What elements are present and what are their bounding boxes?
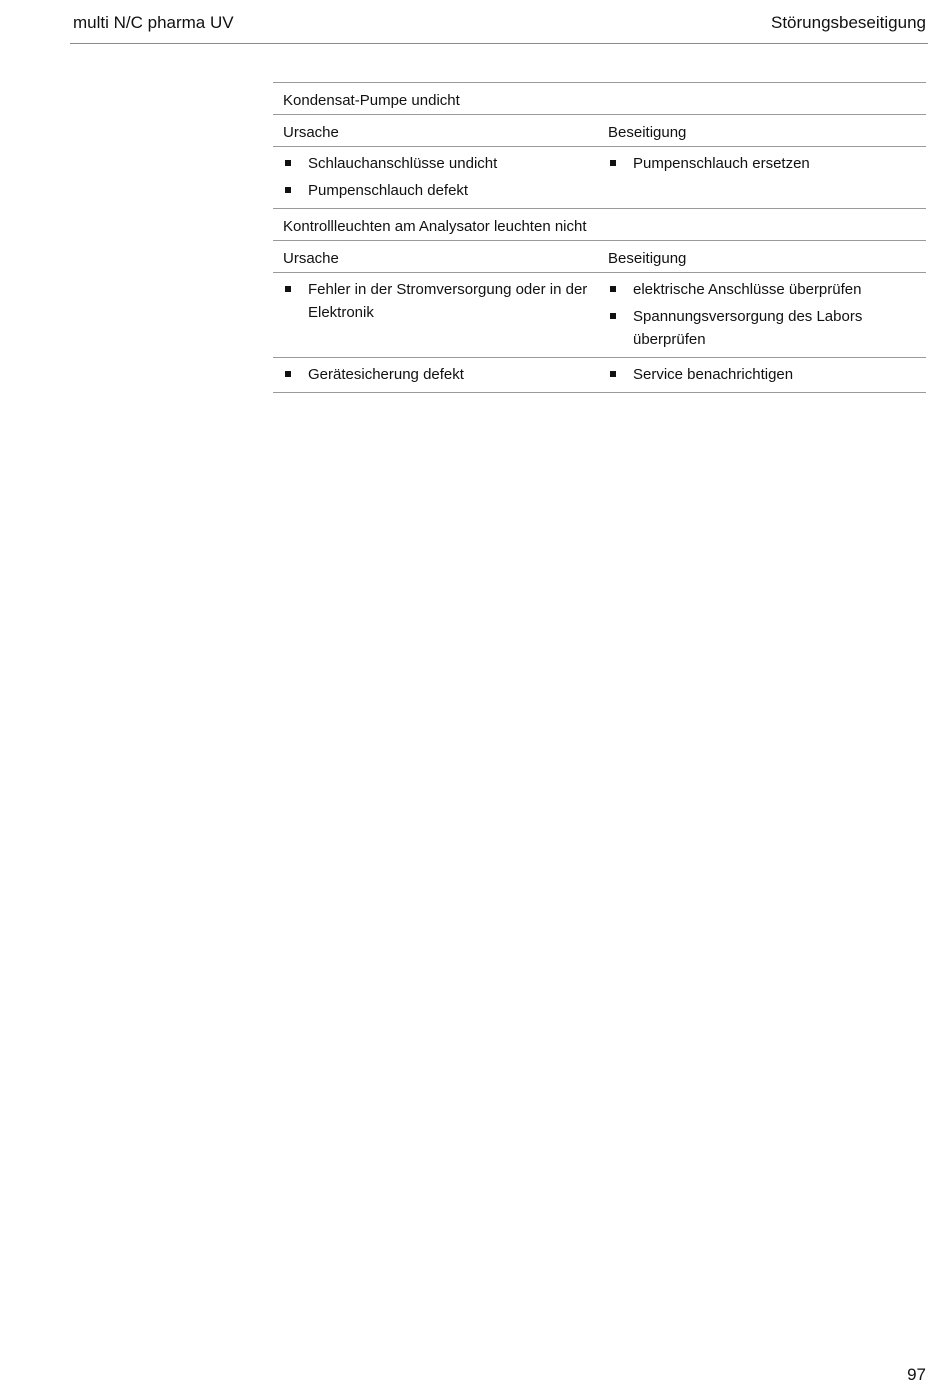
cause-cell	[273, 278, 598, 355]
page-header	[70, 10, 928, 44]
column-header-row	[273, 241, 926, 273]
document-title: multi N/C pharma UV	[73, 13, 234, 32]
square-bullet-icon	[285, 286, 291, 292]
square-bullet-icon	[610, 160, 616, 166]
fix-cell	[598, 278, 926, 355]
section-title	[273, 209, 926, 241]
list-item	[608, 363, 926, 386]
fix-cell	[598, 152, 926, 206]
fix-text: Spannungsversorgung des Labors überprüfen	[633, 308, 863, 348]
fix-text: elektrische Anschlüsse überprüfen	[633, 281, 862, 298]
fix-text: Pumpenschlauch ersetzen	[633, 155, 810, 172]
cause-cell	[273, 152, 598, 206]
table-row	[273, 147, 926, 209]
cause-header: Ursache	[283, 250, 339, 267]
chapter-title: Störungsbeseitigung	[770, 13, 926, 32]
list-item	[283, 278, 598, 324]
cause-text: Pumpenschlauch defekt	[308, 182, 469, 199]
square-bullet-icon	[610, 313, 616, 319]
fix-text: Service benachrichtigen	[633, 366, 794, 383]
square-bullet-icon	[285, 187, 291, 193]
list-item	[608, 152, 926, 175]
cause-text: Schlauchanschlüsse undicht	[308, 155, 498, 172]
table-row	[273, 273, 926, 358]
fault-table	[273, 82, 926, 393]
section-title	[273, 83, 926, 115]
list-item	[283, 363, 598, 386]
fix-header: Beseitigung	[608, 250, 687, 267]
square-bullet-icon	[610, 286, 616, 292]
list-item	[283, 152, 598, 175]
fix-header: Beseitigung	[608, 124, 687, 141]
cause-cell	[273, 363, 598, 390]
column-header-row	[273, 115, 926, 147]
section-title-text: Kontrollleuchten am Analysator leuchten nicht	[283, 218, 587, 235]
section-title-text: Kondensat-Pumpe undicht	[283, 92, 460, 109]
list-item	[283, 179, 598, 202]
square-bullet-icon	[285, 371, 291, 377]
list-item	[608, 305, 926, 351]
cause-text: Gerätesicherung defekt	[308, 366, 464, 383]
list-item	[608, 278, 926, 301]
table-row	[273, 358, 926, 393]
page-number: 97	[907, 1365, 926, 1384]
cause-header: Ursache	[283, 124, 339, 141]
fix-cell	[598, 363, 926, 390]
cause-text: Fehler in der Stromversorgung oder in der Elektronik	[308, 281, 588, 321]
square-bullet-icon	[610, 371, 616, 377]
square-bullet-icon	[285, 160, 291, 166]
